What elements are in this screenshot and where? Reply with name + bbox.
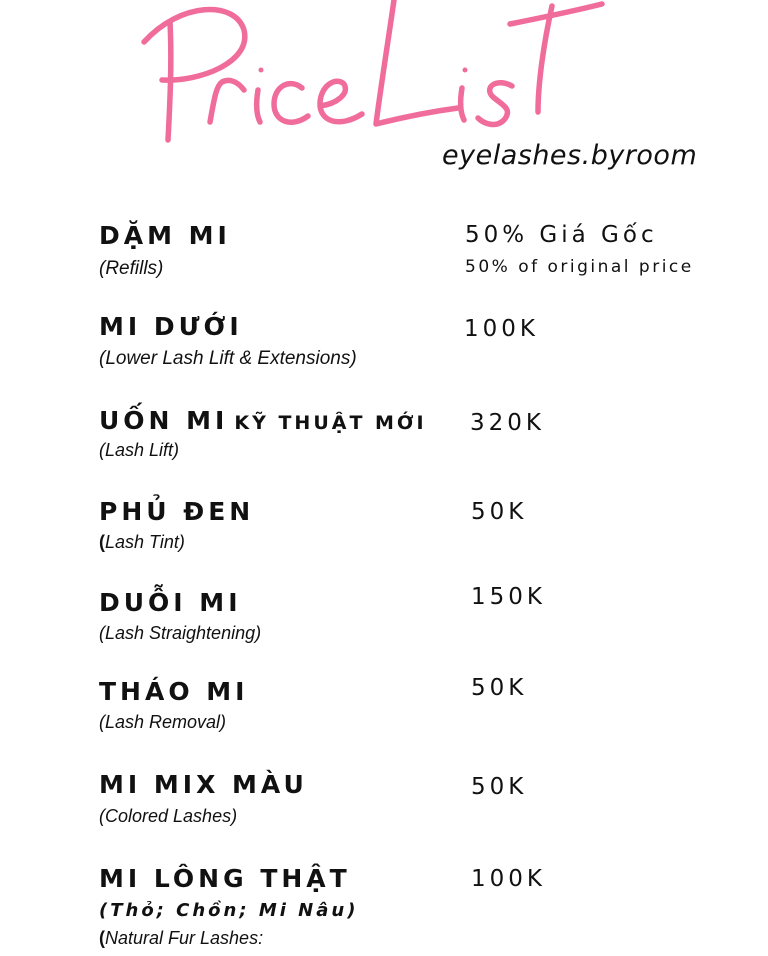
service-name-main: UỐN MI [99,406,229,435]
service-subtitle: (Refills) [99,258,164,279]
service-subtitle: (Colored Lashes) [99,806,238,826]
service-price: 100K [464,316,539,342]
service-name: MI MIX MÀU [99,770,308,799]
service-subtitle: (Lash Lift) [99,440,180,460]
service-subtitle-text: Lash Tint) [105,532,185,552]
service-name-extra: KỸ THUẬT MỚI [234,412,427,434]
service-name: MI LÔNG THẬT [99,864,351,893]
service-subtitle: (Lash Removal) [99,712,227,732]
service-price: 150K [471,584,546,610]
service-price: 50K [471,675,528,701]
service-subtitle-english-text: Natural Fur Lashes: [105,928,264,948]
price-list-script-logo [140,0,610,157]
service-subtitle: (Lash Straightening) [99,623,262,643]
service-subtitle: (Thỏ; Chồn; Mi Nâu) [99,900,359,921]
service-name: THÁO MI [99,677,249,706]
service-name [99,406,427,435]
service-price: 50% Giá Gốc [465,222,658,248]
service-name: PHỦ ĐEN [99,497,255,526]
service-subtitle: (Lash Tint) [99,532,185,552]
service-price-note: 50% of original price [465,257,694,277]
service-price: 100K [471,866,546,892]
service-price: 50K [471,774,528,800]
brand-handle: eyelashes.byroom [442,140,698,171]
service-name: DUỖI MI [99,588,242,617]
price-list-title [140,0,610,157]
service-subtitle: (Lower Lash Lift & Extensions) [99,348,357,369]
service-price: 50K [471,499,528,525]
service-name: MI DƯỚI [99,312,243,341]
service-subtitle-english: (Natural Fur Lashes: [99,928,264,948]
service-name: DẶM MI [99,221,231,250]
service-price: 320K [470,410,545,436]
